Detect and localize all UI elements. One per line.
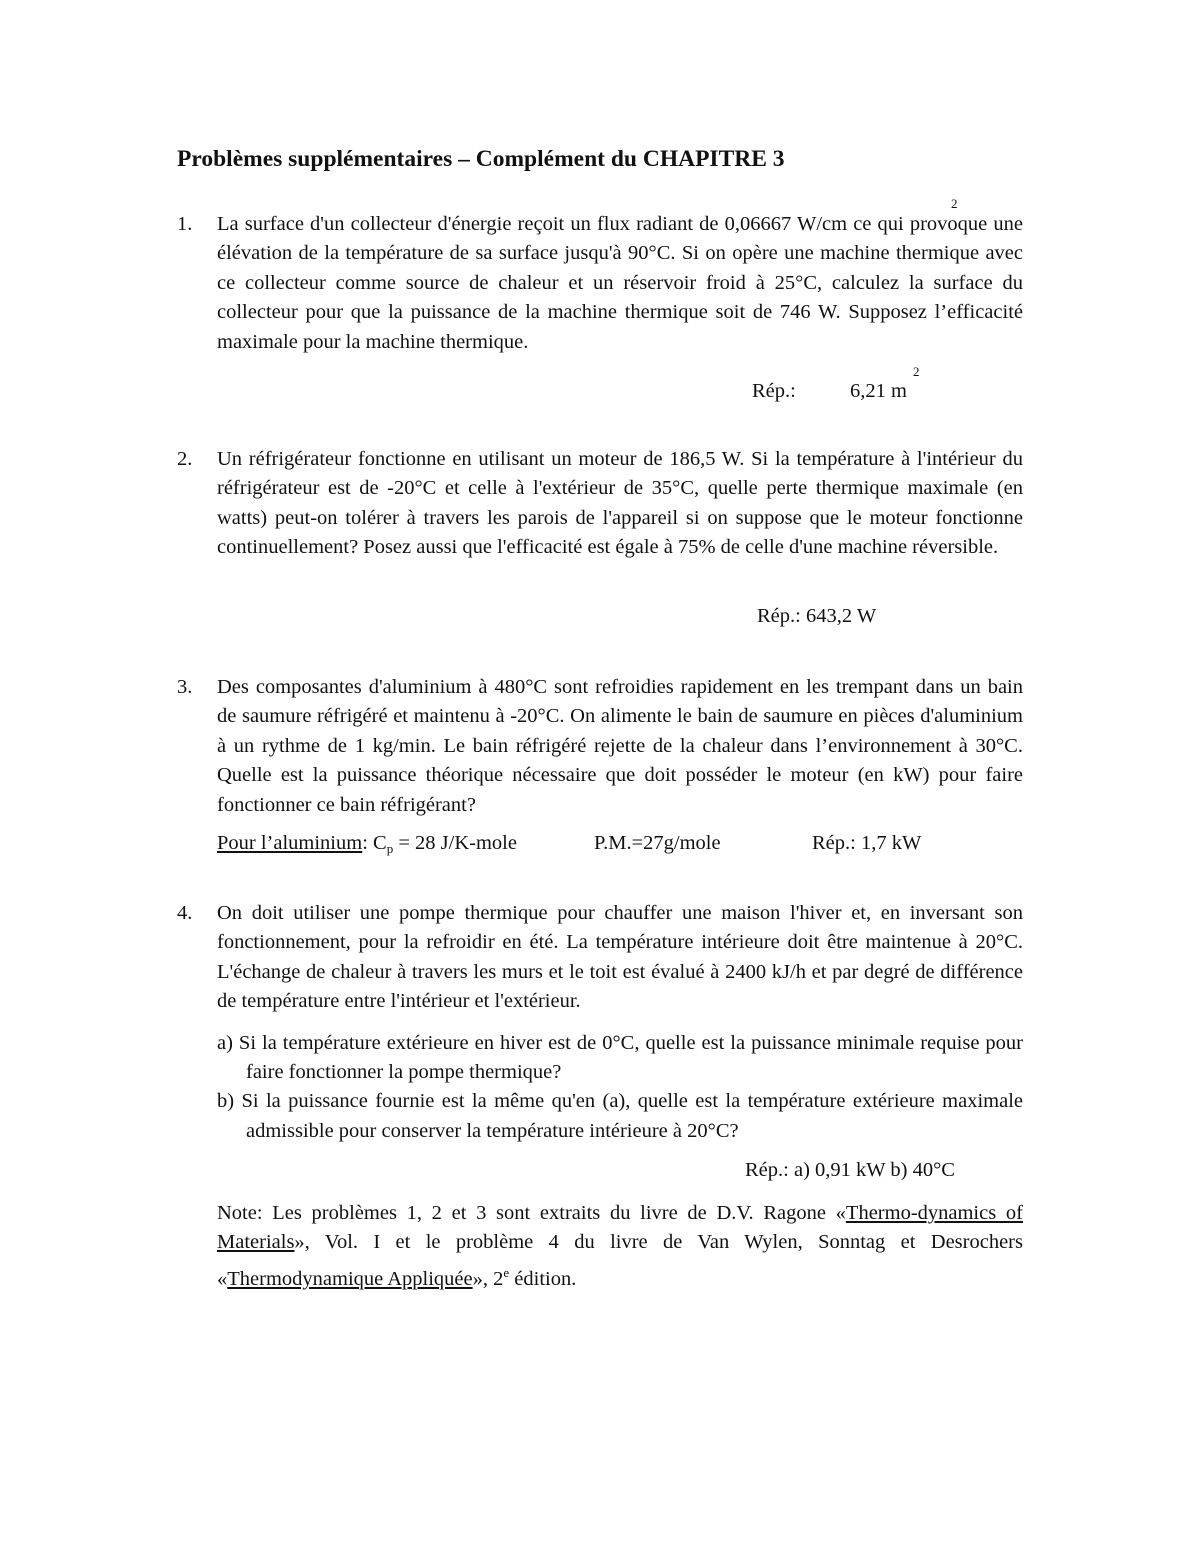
problem-text: Un réfrigérateur fonctionne en utilisant un moteur de 186,5 W. Si la température à l'intérieur du réfrigérateur est de -20°C et celle à l'extérieur de 35°C, quelle perte thermique maximale (en watts) peut-on tolérer à travers les parois de l'appareil si on suppose que le moteur fonctionne continuellement? Posez aussi que l'efficacité est égale à 75% de celle d'une machine réversible.: [217, 448, 1023, 559]
problem-text: La surface d'un collecteur d'énergie reçoit un flux radiant de 0,06667 W/cm ce qui provoque une élévation de la température de sa surface jusqu'à 90°C. Si on opère une machine thermique avec ce collecteur comme source de chaleur et un réservoir froid à 25°C, calculez la surface du collecteur pour que la puissance de la machine thermique soit de 746 W. Supposez l’efficacité maximale pour la machine thermique.: [217, 213, 1023, 353]
problem-4: [177, 899, 1023, 1146]
superscript: 2: [951, 196, 958, 211]
cp-value: = 28 J/K-mole: [398, 832, 517, 854]
answer-value: 6,21 m: [850, 380, 907, 402]
problem-number: 2.: [177, 448, 193, 470]
problem-text: On doit utiliser une pompe thermique pour chauffer une maison l'hiver et, en inversant son fonctionnement, pour la refroidir en été. La température intérieure doit être maintenue à 20°C. L'échange de chaleur à travers les murs et le toit est évalué à 2400 kJ/h et par degré de différence de température entre l'intérieur et l'extérieur.: [217, 902, 1023, 1013]
answer: Rép.: 1,7 kW: [812, 832, 922, 854]
problem-text: Des composantes d'aluminium à 480°C sont refroidies rapidement en les trempant dans un bain de saumure réfrigéré et maintenu à -20°C. On alimente le bain de saumure en pièces d'aluminium à un rythme de 1 kg/min. Le bain réfrigéré rejette de la chaleur dans l’environnement à 30°C. Quelle est la puissance théorique nécessaire que doit posséder le moteur (en kW) pour faire fonctionner ce bain réfrigérant?: [217, 676, 1023, 816]
sub-questions: [217, 1029, 1023, 1147]
book-title-1: Thermo-dynamics of Materials: [217, 1202, 1023, 1254]
cp-symbol: C: [373, 832, 387, 854]
edition-superscript: e: [503, 1264, 510, 1280]
sub-question-a: a) Si la température extérieure en hiver est de 0°C, quelle est la puissance minimale requise pour faire fonctionner la pompe thermique?: [217, 1031, 1023, 1084]
problem-3: [177, 673, 1023, 820]
problem-number: 4.: [177, 902, 193, 924]
problem-2: [177, 445, 1023, 563]
sub-question-b: b) Si la puissance fournie est la même qu'en (a), quelle est la température extérieure maximale admissible pour conserver la température intérieure à 20°C?: [217, 1090, 1023, 1142]
cp-subscript: p: [386, 841, 394, 856]
book-title-2: Thermodynamique Appliquée: [227, 1267, 473, 1290]
source-note: Note: Les problèmes 1, 2 et 3 sont extraits du livre de D.V. Ragone «Thermo-dynamics of Materials», Vol. I et le problème 4 du livre de Van Wylen, Sonntag et Desrochers «Thermodynamique Appliquée», 2e édition.: [217, 1202, 1023, 1290]
problem-number: 1.: [177, 213, 193, 235]
material-data: Pour l’aluminium: $C_p = 28$ J/K-mole: [217, 832, 517, 856]
problem-1: [177, 210, 1023, 357]
answer-superscript: 2: [913, 364, 920, 379]
answer-label: Rép.:: [752, 380, 796, 402]
answer: Rép.: 643,2 W: [757, 605, 877, 627]
page-title: Problèmes supplémentaires – Complément du CHAPITRE 3: [177, 146, 785, 172]
data-label: Pour l’aluminium: [217, 832, 363, 854]
molar-mass: P.M.=27g/mole: [594, 832, 721, 854]
answer: Rép.: a) 0,91 kW b) 40°C: [745, 1159, 955, 1181]
problem-number: 3.: [177, 676, 193, 698]
